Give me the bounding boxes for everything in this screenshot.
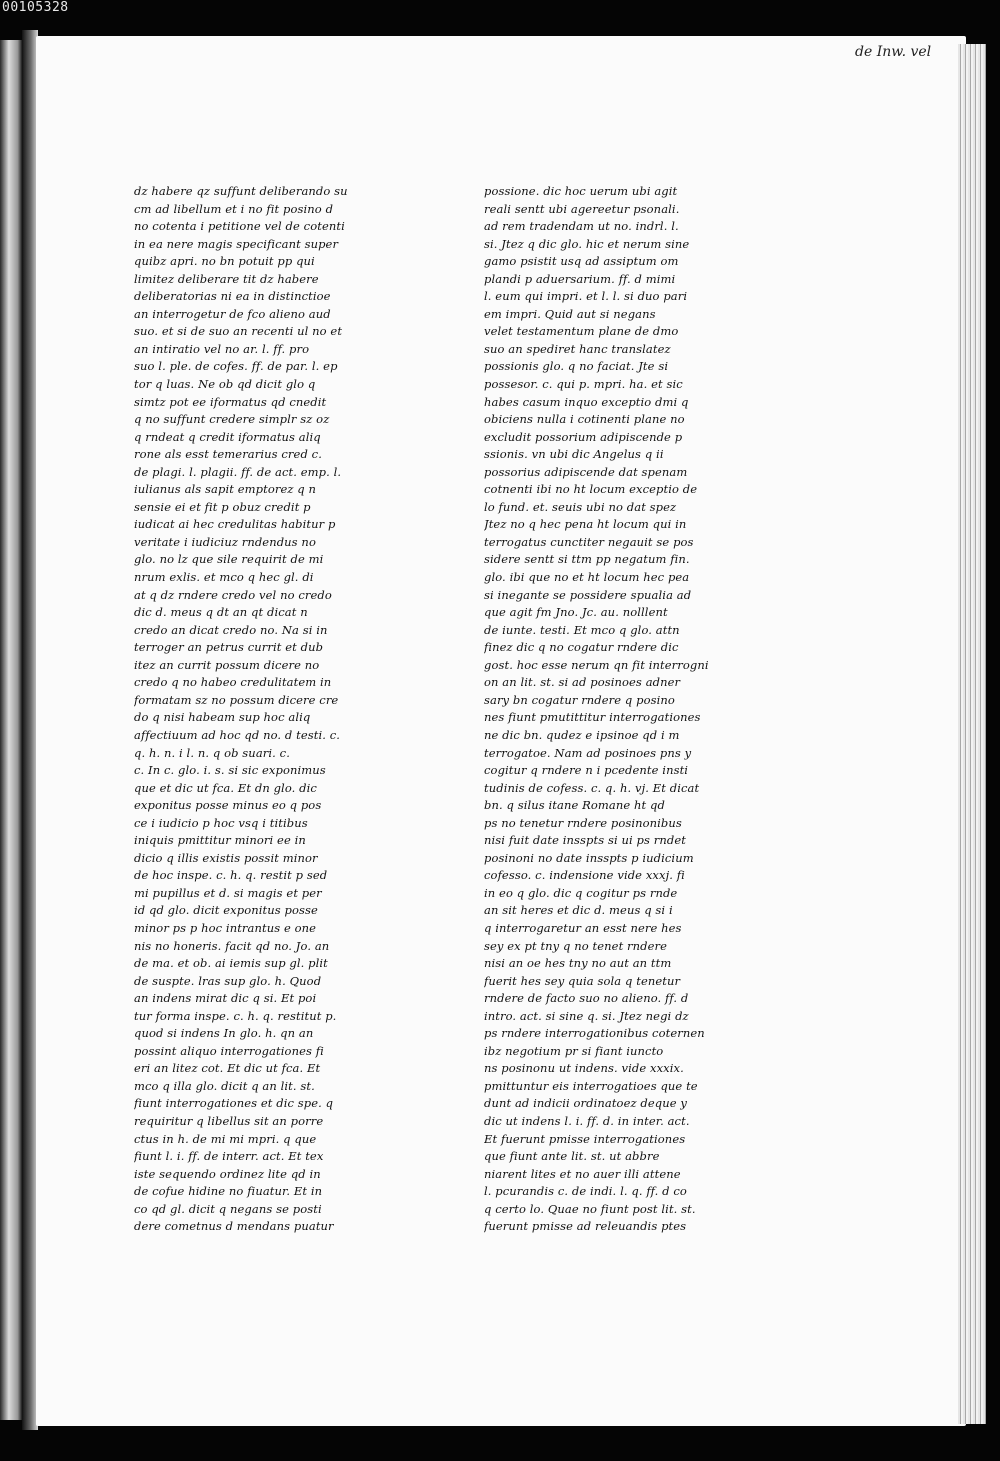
text-line: reali sentt ubi agereetur psonali. bbox=[484, 201, 680, 216]
text-line: quod si indens In glo. h. qn an bbox=[134, 1026, 314, 1041]
text-line: habes casum inquo exceptio dmi q bbox=[484, 394, 689, 409]
text-line: de plagi. l. plagii. ff. de act. emp. l. bbox=[134, 464, 342, 479]
text-line: fuerunt pmisse ad releuandis ptes bbox=[484, 1219, 687, 1234]
text-line: suo. et si de suo an recenti ul no et bbox=[134, 324, 343, 339]
text-line: an sit heres et dic d. meus q si i bbox=[484, 903, 673, 918]
text-line: quibz apri. no bn potuit pp qui bbox=[134, 254, 315, 269]
text-line: Jtez no q hec pena ht locum qui in bbox=[484, 517, 687, 532]
text-line: em impri. Quid aut si negans bbox=[484, 306, 656, 321]
text-line: rndere de facto suo no alieno. ff. d bbox=[484, 991, 689, 1006]
text-line: formatam sz no possum dicere cre bbox=[134, 692, 339, 707]
text-line: de iunte. testi. Et mco q glo. attn bbox=[484, 622, 680, 637]
text-line: mi pupillus et d. si magis et per bbox=[134, 885, 322, 900]
text-line: fiunt interrogationes et dic spe. q bbox=[134, 1096, 334, 1111]
left-page-edge bbox=[0, 40, 22, 1420]
text-line: gamo psistit usq ad assiptum om bbox=[484, 254, 679, 269]
text-line: finez dic q no cogatur rndere dic bbox=[484, 640, 679, 655]
text-line: que agit fm Jno. Jc. au. nolllent bbox=[484, 605, 668, 620]
text-line: l. pcurandis c. de indi. l. q. ff. d co bbox=[484, 1184, 687, 1199]
text-line: velet testamentum plane de dmo bbox=[484, 324, 679, 339]
text-line: an interrogetur de fco alieno aud bbox=[134, 306, 331, 321]
text-line: no cotenta i petitione vel de cotenti bbox=[134, 219, 345, 234]
text-line: sary bn cogatur rndere q posino bbox=[484, 692, 675, 707]
text-line: q no suffunt credere simplr sz oz bbox=[134, 412, 330, 427]
text-line: limitez deliberare tit dz habere bbox=[134, 271, 319, 286]
text-line: intro. act. si sine q. si. Jtez negi dz bbox=[484, 1008, 689, 1023]
text-line: rone als esst temerarius cred c. bbox=[134, 447, 322, 462]
text-line: suo an spediret hanc translatez bbox=[484, 341, 671, 356]
text-line: possionis glo. q no faciat. Jte si bbox=[484, 359, 669, 374]
text-line: co qd gl. dicit q negans se posti bbox=[134, 1201, 322, 1216]
text-line: do q nisi habeam sup hoc aliq bbox=[134, 710, 311, 725]
text-line: que et dic ut fca. Et dn glo. dic bbox=[134, 780, 317, 795]
text-line: possorius adipiscende dat spenam bbox=[484, 464, 688, 479]
text-line: nisi fuit date insspts si ui ps rndet bbox=[484, 833, 686, 848]
text-line: lo fund. et. seuis ubi no dat spez bbox=[484, 499, 677, 514]
text-line: de cofue hidine no fiuatur. Et in bbox=[134, 1184, 323, 1199]
text-line: suo l. ple. de cofes. ff. de par. l. ep bbox=[134, 359, 338, 374]
text-line: requiritur q libellus sit an porre bbox=[134, 1113, 324, 1128]
text-line: ibz negotium pr si fiant iuncto bbox=[484, 1043, 664, 1058]
text-line: niarent lites et no auer illi attene bbox=[484, 1166, 681, 1181]
text-line: ns posinonu ut indens. vide xxxix. bbox=[484, 1061, 684, 1076]
text-line: cogitur q rndere n i pcedente insti bbox=[484, 763, 689, 778]
text-line: nis no honeris. facit qd no. Jo. an bbox=[134, 938, 330, 953]
text-line: tor q luas. Ne ob qd dicit glo q bbox=[134, 377, 316, 392]
text-line: tudinis de cofess. c. q. h. vj. Et dicat bbox=[484, 780, 700, 795]
folio-annotation: de Inw. vel bbox=[855, 44, 932, 60]
text-line: terroger an petrus currit et dub bbox=[134, 640, 324, 655]
text-line: nrum exlis. et mco q hec gl. di bbox=[134, 570, 314, 585]
text-line: l. eum qui impri. et l. l. si duo pari bbox=[484, 289, 688, 304]
text-line: simtz pot ee iformatus qd cnedit bbox=[134, 394, 327, 409]
text-line: possint aliquo interrogationes fi bbox=[134, 1043, 324, 1058]
text-line: bn. q silus itane Romane ht qd bbox=[484, 798, 665, 813]
text-line: itez an currit possum dicere no bbox=[134, 657, 320, 672]
text-line: q. h. n. i l. n. q ob suari. c. bbox=[134, 745, 290, 760]
archive-identifier: 00105328 bbox=[2, 0, 69, 15]
text-line: de suspte. lras sup glo. h. Quod bbox=[134, 973, 322, 988]
text-line: si. Jtez q dic glo. hic et nerum sine bbox=[484, 236, 690, 251]
text-line: fuerit hes sey quia sola q tenetur bbox=[484, 973, 681, 988]
text-line: ce i iudicio p hoc vsq i titibus bbox=[134, 815, 308, 830]
text-line: q rndeat q credit iformatus aliq bbox=[134, 429, 321, 444]
text-line: veritate i iudiciuz rndendus no bbox=[134, 534, 316, 549]
text-line: affectiuum ad hoc qd no. d testi. c. bbox=[134, 727, 341, 742]
text-line: pmittuntur eis interrogatioes que te bbox=[484, 1078, 698, 1093]
text-line: ps no tenetur rndere posinonibus bbox=[484, 815, 682, 830]
text-line: dz habere qz suffunt deliberando su bbox=[134, 184, 348, 198]
text-line: in ea nere magis specificant super bbox=[134, 236, 339, 251]
text-line: q certo lo. Quae no fiunt post lit. st. bbox=[484, 1201, 696, 1216]
text-line: ctus in h. de mi mi mpri. q que bbox=[134, 1131, 317, 1146]
text-line: exponitus posse minus eo q pos bbox=[134, 798, 322, 813]
text-line: nisi an oe hes tny no aut an ttm bbox=[484, 956, 672, 971]
text-line: de ma. et ob. ai iemis sup gl. plit bbox=[134, 956, 328, 971]
text-line: ad rem tradendam ut no. indrl. l. bbox=[484, 219, 679, 234]
text-line: deliberatorias ni ea in distinctioe bbox=[134, 289, 331, 304]
text-line: sey ex pt tny q no tenet rndere bbox=[484, 938, 668, 953]
text-line: si inegante se possidere spualia ad bbox=[484, 587, 692, 602]
text-line: glo. no lz que sile requirit de mi bbox=[134, 552, 324, 567]
text-line: ps rndere interrogationibus coternen bbox=[484, 1026, 705, 1041]
text-line: cotnenti ibi no ht locum exceptio de bbox=[484, 482, 698, 497]
text-line: excludit possorium adipiscende p bbox=[484, 429, 683, 444]
text-line: q interrogaretur an esst nere hes bbox=[484, 920, 682, 935]
text-line: Et fuerunt pmisse interrogationes bbox=[484, 1131, 686, 1146]
text-line: cm ad libellum et i no fit posino d bbox=[134, 201, 334, 216]
page-edges-stack bbox=[958, 44, 986, 1424]
text-line: de hoc inspe. c. h. q. restit p sed bbox=[134, 868, 328, 883]
text-line: dunt ad indicii ordinatoez deque y bbox=[484, 1096, 687, 1111]
text-line: an indens mirat dic q si. Et poi bbox=[134, 991, 317, 1006]
text-line: sensie ei et fit p obuz credit p bbox=[134, 499, 311, 514]
text-line: dic d. meus q dt an qt dicat n bbox=[134, 605, 308, 620]
text-line: eri an litez cot. Et dic ut fca. Et bbox=[134, 1061, 321, 1076]
text-line: c. In c. glo. i. s. si sic exponimus bbox=[134, 763, 326, 778]
text-line: in eo q glo. dic q cogitur ps rnde bbox=[484, 885, 678, 900]
text-line: posinoni no date insspts p iudicium bbox=[484, 850, 694, 865]
text-line: on an lit. st. si ad posinoes adner bbox=[484, 675, 681, 690]
text-line: dic ut indens l. i. ff. d. in inter. act. bbox=[484, 1113, 690, 1128]
text-line: terrogatus cunctiter negauit se pos bbox=[484, 534, 694, 549]
text-line: obiciens nulla i cotinenti plane no bbox=[484, 412, 685, 427]
text-line: tur forma inspe. c. h. q. restitut p. bbox=[134, 1008, 337, 1023]
text-line: cofesso. c. indensione vide xxxj. fi bbox=[484, 868, 685, 883]
text-line: dere cometnus d mendans puatur bbox=[134, 1219, 334, 1234]
text-line: ne dic bn. qudez e ipsinoe qd i m bbox=[484, 727, 680, 742]
text-line: sidere sentt si ttm pp negatum fin. bbox=[484, 552, 690, 567]
text-line: que fiunt ante lit. st. ut abbre bbox=[484, 1149, 660, 1164]
text-line: ssionis. vn ubi dic Angelus q ii bbox=[484, 447, 664, 462]
text-line: id qd glo. dicit exponitus posse bbox=[134, 903, 318, 918]
text-line: mco q illa glo. dicit q an lit. st. bbox=[134, 1078, 315, 1093]
text-line: minor ps p hoc intrantus e one bbox=[134, 920, 317, 935]
text-line: glo. ibi que no et ht locum hec pea bbox=[484, 570, 690, 585]
text-line: credo q no habeo credulitatem in bbox=[134, 675, 332, 690]
text-line: plandi p aduersarium. ff. d mimi bbox=[484, 271, 676, 286]
text-line: gost. hoc esse nerum qn fit interrogni bbox=[484, 657, 709, 672]
text-line: iulianus als sapit emptorez q n bbox=[134, 482, 316, 497]
text-line: at q dz rndere credo vel no credo bbox=[134, 587, 332, 602]
text-line: possione. dic hoc uerum ubi agit bbox=[484, 184, 678, 198]
text-line: fiunt l. i. ff. de interr. act. Et tex bbox=[134, 1149, 324, 1164]
text-line: credo an dicat credo no. Na si in bbox=[134, 622, 328, 637]
text-line: iste sequendo ordinez lite qd in bbox=[134, 1166, 321, 1181]
text-column-left bbox=[134, 183, 379, 1236]
text-column-right bbox=[484, 183, 728, 1236]
text-line: nes fiunt pmutittitur interrogationes bbox=[484, 710, 701, 725]
text-line: iudicat ai hec credulitas habitur p bbox=[134, 517, 336, 532]
text-line: dicio q illis existis possit minor bbox=[134, 850, 318, 865]
text-line: an intiratio vel no ar. l. ff. pro bbox=[134, 341, 310, 356]
text-line: possesor. c. qui p. mpri. ha. et sic bbox=[484, 377, 683, 392]
text-line: iniquis pmittitur minori ee in bbox=[134, 833, 306, 848]
text-line: terrogatoe. Nam ad posinoes pns y bbox=[484, 745, 692, 760]
